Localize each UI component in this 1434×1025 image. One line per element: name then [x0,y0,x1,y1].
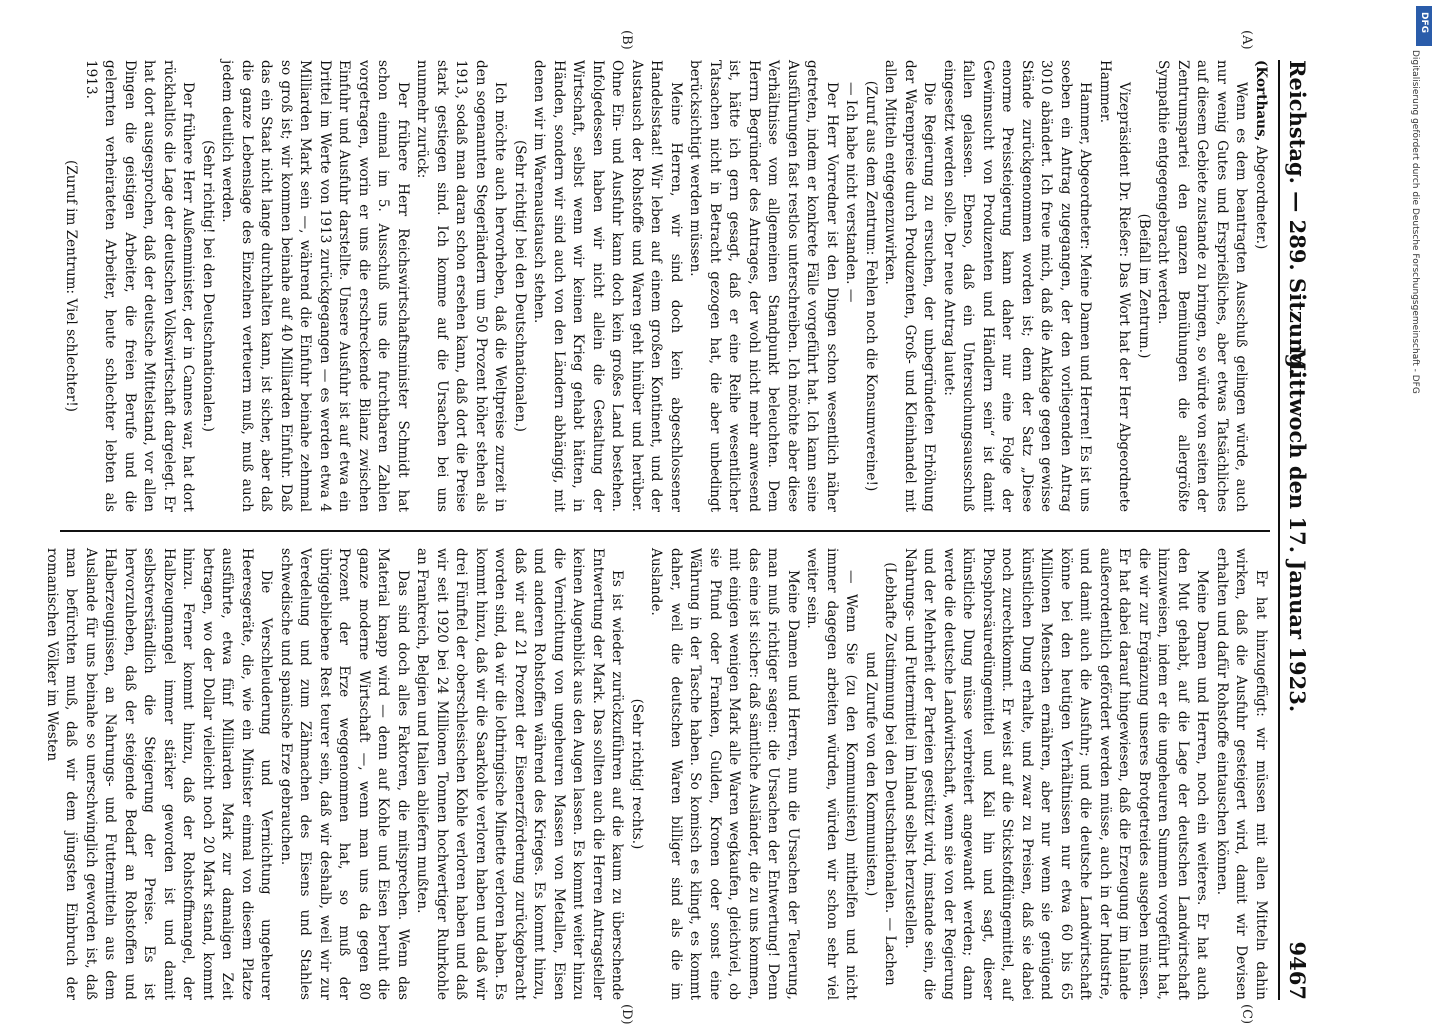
speaker-name: (Korthaus, [1253,60,1269,142]
paragraph: Meine Damen und Herren, nun die Ursachen der Teuerung, man muß richtiger sagen: die Ursachen der Entwertung! Denn das eine ist sicher: daß sämtliche Ausländer, die zu uns kommen, mit einigen wenigen Mark alle Waren wegkaufen, gleichviel, ob sie Pfund oder Franken, Gulden, Kronen oder sonst eine Währung in der Tasche haben. So komisch es klingt, es kommt daher, weil die deutschen Waren billiger sind als die im Auslande. [648,548,801,1000]
paragraph: Der frühere Herr Reichswirtschaftsminister Schmidt hat schon einmal im 5. Ausschuß uns die furchtbaren Zahlen vorgetragen, worin er uns die erschreckende Bilanz zwischen Einfuhr und Ausfuhr darstellte. Unsere Ausfuhr ist auf etwa ein Drittel im Werte von 1913 zurückgegangen — es werden etwa 4 Milliarden Mark sein —, während die Einfuhr beinahe zehnmal so groß ist; wir kommen beinahe auf 40 Milliarden Einfuhr. Daß das ein Staat nicht lange durchhalten kann, ist sicher, aber daß die ganze Lebenslage des Einzelnen verteuern muß, muß auch jedem deutlich werden. [219,60,411,512]
paragraph: — Ich habe nicht verstanden. — [843,82,860,303]
left-column [60,60,1270,512]
paragraph: Er hat hinzugefügt: wir müssen mit allen Mitteln dahin wirken, daß die Ausfuhr gesteigert wird, damit wir Devisen erhalten und dafür Rohstoffe eintauschen können. [1214,548,1269,1000]
speaker-label [1251,60,1271,512]
paragraph: Es ist wieder zurückzuführen auf die kaum zu überschende Entwertung der Mark. Das sollten auch die Herren Antragsteller keinen Augenblick aus den Augen lassen. Es kommt weiter hinzu die Vernichtung von ungeheuren Massen von Metallen, Eisen und anderen Rohstoffen während des Krieges. Es kommt hinzu, daß wir auf 21 Prozent der Eisenerzförderung zurückgebracht worden sind, da wir die lothringische Minette verloren haben. Es kommt hinzu, daß wir die Saarkohle verloren haben und daß wir drei Fünftel der oberschlesischen Kohle verloren haben und daß wir seit 1920 bei 24 Millionen Tonnen hochwertiger Ruhrkohle an Frankreich, Belgien und Italien abliefern mußten. [414,548,626,1000]
interjection: (Lebhafte Zustimmung bei den Deutschnationalen. — Lachen und Zurufe von den Kommunisten.) [863,562,899,986]
margin-marker-a: (A) [1239,30,1254,50]
dfg-logo-label: DFG [1419,12,1429,34]
right-column [44,548,1270,1000]
document-page [44,30,1314,1025]
page-number: 9467 [1285,941,1310,1000]
margin-marker-c: (C) [1239,1004,1254,1025]
paragraph: Vizepräsident Dr. Rießer: Das Wort hat der Herr Abgeordnete Hammer. [1097,60,1133,512]
paragraph: Der Herr Vorredner ist den Dingen schon wesentlich näher getreten, indem er konkrete Fälle vorgeführt hat. Ich kann seine Ausführungen fast restlos unterschreiben. Ich möchte aber diese Verhältnisse vom allgemeinen Standpunkt beleuchten. Dem Herrn Begründer des Antrages, der wohl nicht mehr anwesend ist, hätte ich gern gesagt, daß er eine Reihe wesentlicher Tatsachen nicht in Betracht gezogen hat, die aber unbedingt berücksichtigt werden müssen. [687,60,840,512]
speaker-role: Abgeordneter.) [1253,141,1269,250]
paragraph: Die Regierung zu ersuchen, der unbegründeten Erhöhung der Warenpreise durch Produzenten, Groß- und Kleinhandel mit allen Mitteln entgegenzuwirken. [882,60,938,512]
paragraph: Meine Herren, wir sind doch kein abgeschlossener Handelsstaat! Wir leben auf einem großen Kontinent, und der Austausch der Rohstoffe und Waren geht hinüber und herüber. Ohne Ein- und Ausfuhr kann doch kein großes Land bestehen. Infolgedessen haben wir nicht allein die Gestaltung der Wirtschaft, selbst wenn wir keinen Krieg gehabt hätten, in Händen, sondern wir sind auch von den Ländern abhängig, mit denen wir im Warenaustausch stehen. [531,60,684,512]
header-left: Reichstag. — 289. Sitzung. [1285,60,1310,376]
interjection: (Beifall im Zentrum.) [1136,213,1152,359]
paragraph: — Wenn Sie (zu den Kommunisten) mithelfen und nicht immer dagegen arbeiten würden, würden wir schon sehr viel weiter sein. [804,548,860,1000]
interjection: (Sehr richtig! bei den Deutschnationalen.) [200,140,216,432]
paragraph: Ich möchte auch hervorheben, daß die Weltpreise zurzeit in den sogenannten Stegerländern um 50 Prozent höher stehen als 1913, sodaß man daran schon ersehen kann, daß dort die Preise stark gestiegen sind. Ich komme auf die Ursachen bei uns nunmehr zurück: [414,60,509,512]
dfg-logo [1416,6,1432,46]
interjection: (Sehr richtig! bei den Deutschnationalen.) [512,140,528,432]
paragraph: Die Verschleuderung und Vernichtung ungeheurer Heeresgeräte, die, wie ein Minister einmal von diesem Platze ausführte, etwa fünf Milliarden Mark zur damaligen Zeit betragen, wo der Dollar vielleicht noch 20 Mark stand, kommt hinzu. Ferner kommt hinzu, daß der Rohstoffmangel, der Halbzeugmangel immer stärker geworden ist und damit selbstverständlich die Steigerung der Preise. Es ist hervorzuheben, daß der steigende Bedarf an Rohstoffen und Halberzeugnissen, an Nahrungs- und Futtermitteln aus dem Auslande für uns beinahe so unerschwinglich geworden ist, daß man befürchten muß, daß wir dem jüngsten Einbruch der romanischen Völker im Westen [44,548,275,1000]
side-note-text: Digitalisierung gefördert durch die Deutsche Forschungsgemeinschaft - DFG [1410,50,1420,394]
column-rule [60,530,1270,532]
paragraph: Meine Damen und Herren, noch ein weiteres. Er hat auch den Mut gehabt, auf die Lage der deutschen Landwirtschaft hinzuweisen, indem er die ungeheuren Summen vorgeführt hat, die wir zur Ergänzung unseres Brotgetreides ausgeben müssen. Er hat dabei darauf hingewiesen, daß die Erzeugung im Inlande außerordentlich gefördert werden müsse, auch in der Industrie, und damit auch die Ausfuhr; und die deutsche Landwirtschaft könne bei den heutigen Verhältnissen nur etwa 60 bis 65 Millionen Menschen ernähren, aber nur wenn sie genügend künstlichen Dung erhalte, und zwar zu Preisen, daß sie dabei noch zurechtkommt. Er weist auf die Stickstoffdüngemittel, auf Phosphorsäuredüngemittel und Kali hin und sagt, dieser künstliche Dung müsse verbreitert angewandt werden; dann werde die deutsche Landwirtschaft, wenn sie von der Regierung und der Mehrheit der Parteien gestützt wird, imstande sein, die Nahrungs- und Futtermittel im Inland selbst herzustellen. [902,548,1211,1000]
paragraph: Der frühere Herr Außenminister, der in Cannes war, hat dort rückhaltlos die Lage der deutschen Volkswirtschaft dargelegt. Er hat dort ausgesprochen, daß der deutsche Mittelstand, vor allen Dingen die geistigen Arbeiter, die freien Berufe und die gelernten verheirateten Arbeiter, heute schlechter lebten als 1913. [83,60,197,512]
paragraph: Wenn es dem beantragten Ausschuß gelingen würde, auch nur wenig Gutes und Ersprießliches, aber etwas Tatsächliches auf diesem Gebiete zustande zu bringen, so würde von seiten der Zentrumspartei den ganzen Bemühungen die allergrößte Sympathie entgegengebracht werden. [1155,60,1250,512]
interjection: (Sehr richtig! rechts.) [629,698,645,850]
margin-marker-b: (B) [619,30,634,50]
side-note [1388,50,1428,950]
paragraph: Das sind doch alles Faktoren, die mitsprechen. Wenn das Material knapp wird — denn auf Kohle und Eisen beruht die ganze moderne Wirtschaft —, wenn man uns da gegen 80 Prozent der Erze weggenommen hat, so muß der übriggebliebene Rest teurer sein, daß wir deshalb, weil wir zur Veredelung und zum Zähmachen des Eisens und Stahles schwedische und spanische Erze gebrauchen. [278,548,411,1000]
page-header [1278,60,1314,1000]
interjection: (Zuruf aus dem Zentrum: Fehlen noch die Konsumvereine!) [863,80,879,492]
header-date: Mittwoch den 17. Januar 1923. [1285,347,1310,713]
paragraph: Hammer, Abgeordneter: Meine Damen und Herren! Es ist uns soeben ein Antrag zugegangen, der den vorliegenden Antrag 3010 abändert. Ich freue mich, daß die Anklage gegen gewisse Stände zurückgenommen worden ist; denn der Satz „Diese enorme Preissteigerung kann daher nur eine Folge der Gewinnsucht von Produzenten und Händlern sein“ ist damit fallen gelassen. Ebenso, daß ein Untersuchungsausschuß eingesetzt werden solle. Der neue Antrag lautet: [941,60,1094,512]
interjection: (Zuruf im Zentrum: Viel schlechter!) [63,160,80,412]
margin-marker-d: (D) [619,1004,634,1025]
